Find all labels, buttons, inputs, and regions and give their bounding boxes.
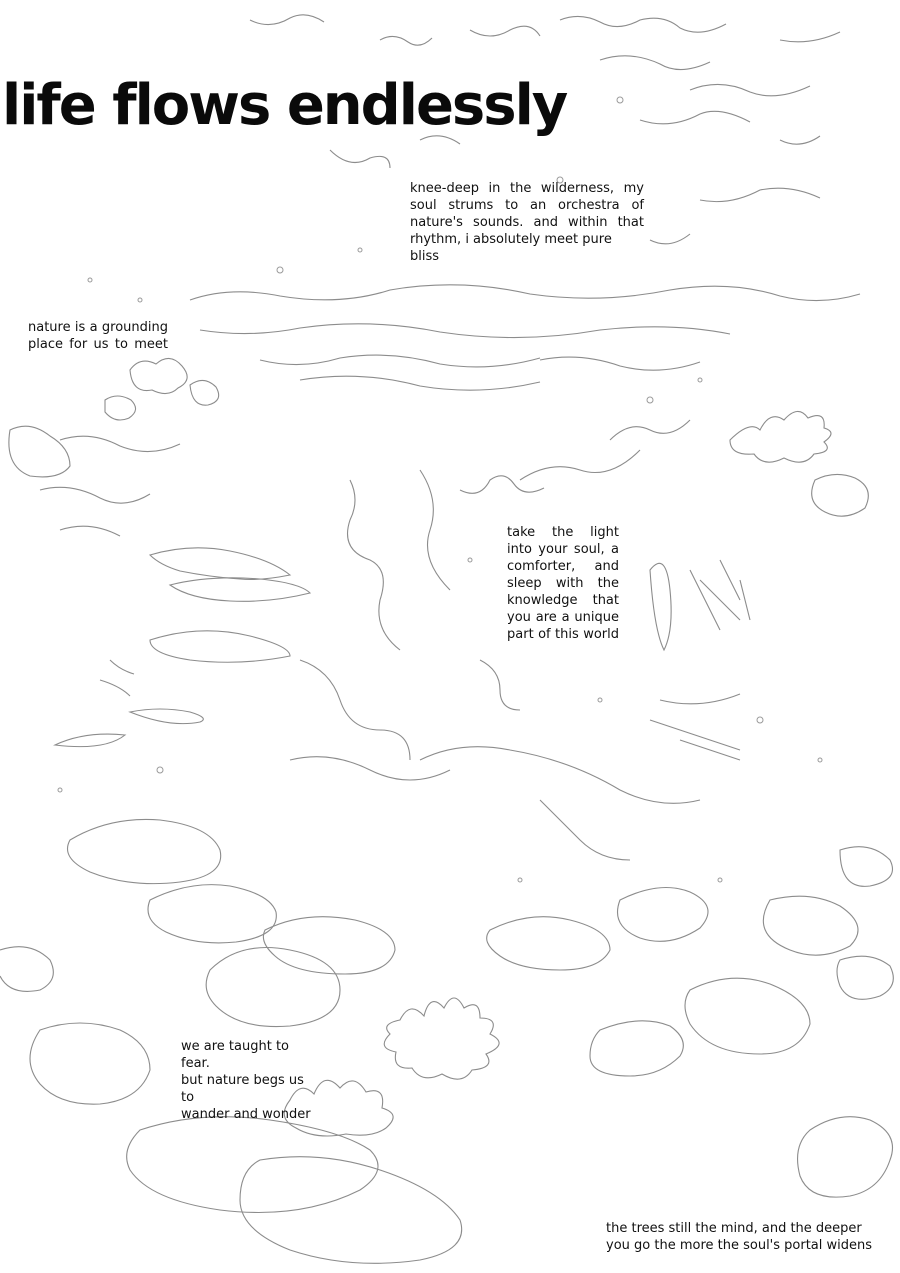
verse-line: but nature begs us to [181,1073,304,1105]
verse-line: into your soul, a [507,542,619,557]
verse-line: knowledge that [507,593,619,608]
right-lotus-outlines [650,411,868,760]
verse-wander [181,1038,321,1123]
mid-lily-pads [55,548,310,747]
verse-line: sleep with the [507,576,619,591]
verse-line: you go the more the soul's portal widens [606,1238,873,1253]
verse-line: the trees still the mind, and the deeper [606,1221,862,1236]
verse-line: we are taught to fear. [181,1039,289,1071]
verse-line: take the light [507,525,619,540]
central-reflection-outlines [290,420,700,860]
verse-grounding [28,319,168,353]
verse-line: you are a unique [507,610,619,625]
poster-title: life flows endlessly [2,73,567,138]
verse-line: wander and wonder [181,1107,311,1122]
verse-wilderness [410,180,644,265]
verse-line: place for us to meet [28,337,168,352]
verse-line: nature's sounds. and within that [410,215,644,230]
lower-lily-pads [0,819,893,1104]
verse-trees [606,1220,876,1254]
far-bank-outlines [190,285,860,390]
left-shrub-outlines [9,358,219,536]
verse-line: nature is a grounding [28,320,168,335]
verse-light [507,524,619,643]
verse-line: part of this world [507,627,619,642]
verse-line: knee-deep in the wilderness, my [410,181,644,196]
verse-line: soul strums to an orchestra of [410,198,644,213]
verse-line: rhythm, i absolutely meet pure bliss [410,232,612,264]
verse-line: comforter, and [507,559,619,574]
